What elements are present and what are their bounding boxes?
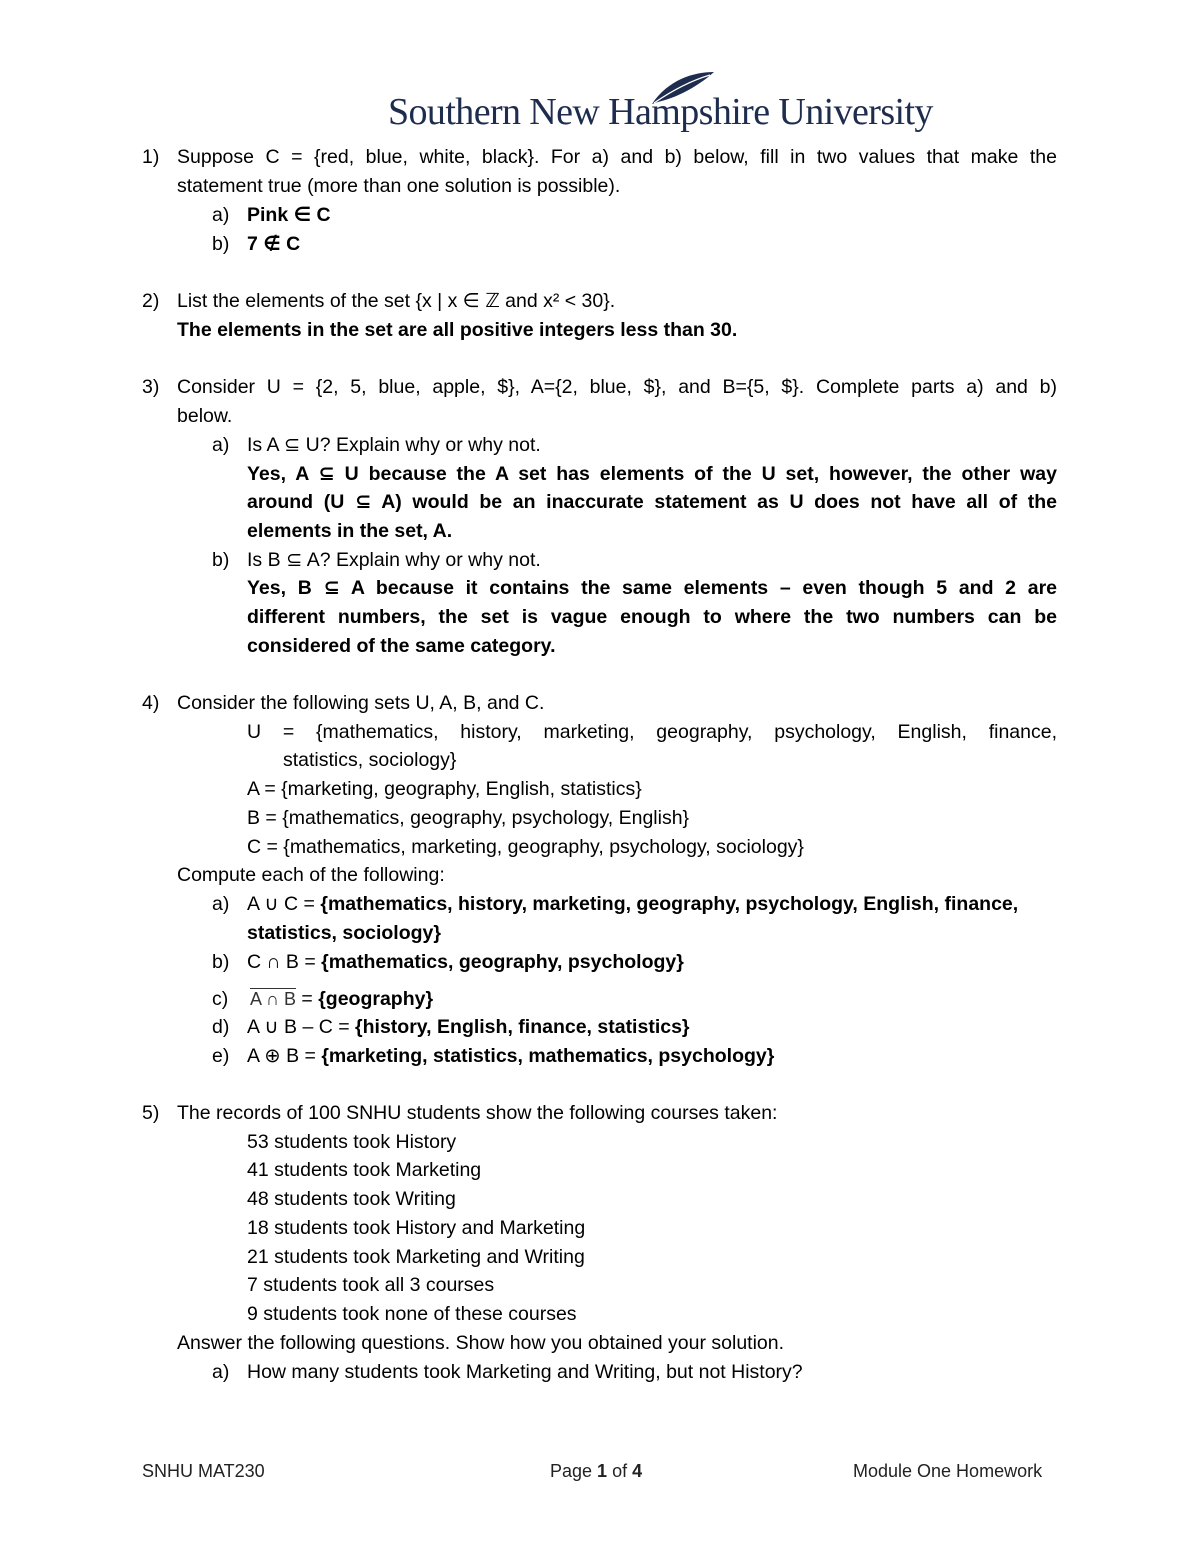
q3a-answer-line3: elements in the set, A. <box>247 520 453 542</box>
logo-text: Southern New Hampshire University <box>388 91 933 133</box>
q3a-label: a) <box>212 434 230 456</box>
q5-record: 21 students took Marketing and Writing <box>247 1246 585 1268</box>
footer-page-number: 1 <box>597 1461 608 1481</box>
q2-answer: The elements in the set are all positive integers less than 30. <box>177 319 738 341</box>
q5-record: 53 students took History <box>247 1131 457 1153</box>
q4-text: Consider the following sets U, A, B, and C. <box>177 692 545 714</box>
q4-set-u-line1: U = {mathematics, history, marketing, geography, psychology, English, finance, <box>247 721 1057 743</box>
q3b-answer-line1: Yes, B ⊆ A because it contains the same elements – even though 5 and 2 are <box>247 577 1057 599</box>
q4d-label: d) <box>212 1016 230 1038</box>
q4c-answer: {geography} <box>318 988 434 1010</box>
q4-number: 4) <box>142 692 160 714</box>
q3-text-line1: Consider U = {2, 5, blue, apple, $}, A={2, blue, $}, and B={5, $}. Complete parts a) and b) <box>177 376 1057 398</box>
q1b-label: b) <box>212 233 230 255</box>
q5-answer-prompt: Answer the following questions. Show how you obtained your solution. <box>177 1332 785 1354</box>
q4a-expression: A ∪ C = <box>247 893 321 915</box>
q4a-line1 <box>247 892 1018 916</box>
q5-record: 9 students took none of these courses <box>247 1303 577 1325</box>
footer-page-total: 4 <box>632 1461 643 1481</box>
q4c-equals: = <box>295 988 319 1010</box>
q1-number: 1) <box>142 146 160 168</box>
footer-course: SNHU MAT230 <box>142 1461 265 1481</box>
q1-text-line2: statement true (more than one solution is possible). <box>177 175 621 197</box>
q5-text: The records of 100 SNHU students show the following courses taken: <box>177 1102 778 1124</box>
q3a-answer-line1: Yes, A ⊆ U because the A set has elements of the U set, however, the other way <box>247 463 1057 485</box>
q5a-question: How many students took Marketing and Writing, but not History? <box>247 1361 803 1383</box>
q4c-expression: A ∩ B <box>250 989 296 1009</box>
q4e-line <box>247 1044 774 1068</box>
q4c-line <box>250 987 433 1011</box>
q3b-label: b) <box>212 549 230 571</box>
q3-number: 3) <box>142 376 160 398</box>
q1a-label: a) <box>212 204 230 226</box>
footer-module: Module One Homework <box>853 1461 1043 1481</box>
q4-compute: Compute each of the following: <box>177 864 445 886</box>
q4a-answer-line1: {mathematics, history, marketing, geography, psychology, English, finance, <box>320 893 1019 915</box>
q3-text-line2: below. <box>177 405 233 427</box>
q4b-line <box>247 950 684 974</box>
q3b-question: Is B ⊆ A? Explain why or why not. <box>247 549 541 571</box>
q2-number: 2) <box>142 290 160 312</box>
q4-set-b: B = {mathematics, geography, psychology, English} <box>247 807 690 829</box>
q5a-label: a) <box>212 1361 230 1383</box>
q5-number: 5) <box>142 1102 160 1124</box>
q3b-answer-line3: considered of the same category. <box>247 635 556 657</box>
footer-page-prefix: Page <box>550 1461 598 1481</box>
q5-record: 41 students took Marketing <box>247 1159 482 1181</box>
q4a-label: a) <box>212 893 230 915</box>
q1b-answer: 7 ∉ C <box>247 233 301 255</box>
q5-record: 18 students took History and Marketing <box>247 1217 586 1239</box>
footer-page <box>550 1461 642 1482</box>
q4d-answer: {history, English, finance, statistics} <box>355 1016 690 1038</box>
q4d-expression: A ∪ B – C = <box>247 1016 356 1038</box>
q4e-answer: {marketing, statistics, mathematics, psychology} <box>321 1045 775 1067</box>
q1a-answer: Pink ∈ C <box>247 204 331 226</box>
q4e-label: e) <box>212 1045 230 1067</box>
q3a-question: Is A ⊆ U? Explain why or why not. <box>247 434 541 456</box>
q1-text-line1: Suppose C = {red, blue, white, black}. For a) and b) below, fill in two values that make the <box>177 146 1057 168</box>
q5-record: 48 students took Writing <box>247 1188 456 1210</box>
q4b-expression: C ∩ B = <box>247 951 322 973</box>
q4-set-a: A = {marketing, geography, English, statistics} <box>247 778 642 800</box>
q5-record: 7 students took all 3 courses <box>247 1274 495 1296</box>
q4b-answer: {mathematics, geography, psychology} <box>321 951 684 973</box>
q4-set-u-line2: statistics, sociology} <box>283 749 457 771</box>
q4e-expression: A ⊕ B = <box>247 1045 322 1067</box>
q4c-label: c) <box>212 988 229 1010</box>
q3b-answer-line2: different numbers, the set is vague enough to where the two numbers can be <box>247 606 1057 628</box>
q4b-label: b) <box>212 951 230 973</box>
q2-text: List the elements of the set {x | x ∈ ℤ and x² < 30}. <box>177 290 616 312</box>
q3a-answer-line2: around (U ⊆ A) would be an inaccurate statement as U does not have all of the <box>247 491 1057 513</box>
footer-page-mid: of <box>607 1461 633 1481</box>
q4d-line <box>247 1015 690 1039</box>
university-logo <box>386 70 933 134</box>
q4a-answer-line2: statistics, sociology} <box>247 922 441 944</box>
q4-set-c: C = {mathematics, marketing, geography, psychology, sociology} <box>247 836 804 858</box>
